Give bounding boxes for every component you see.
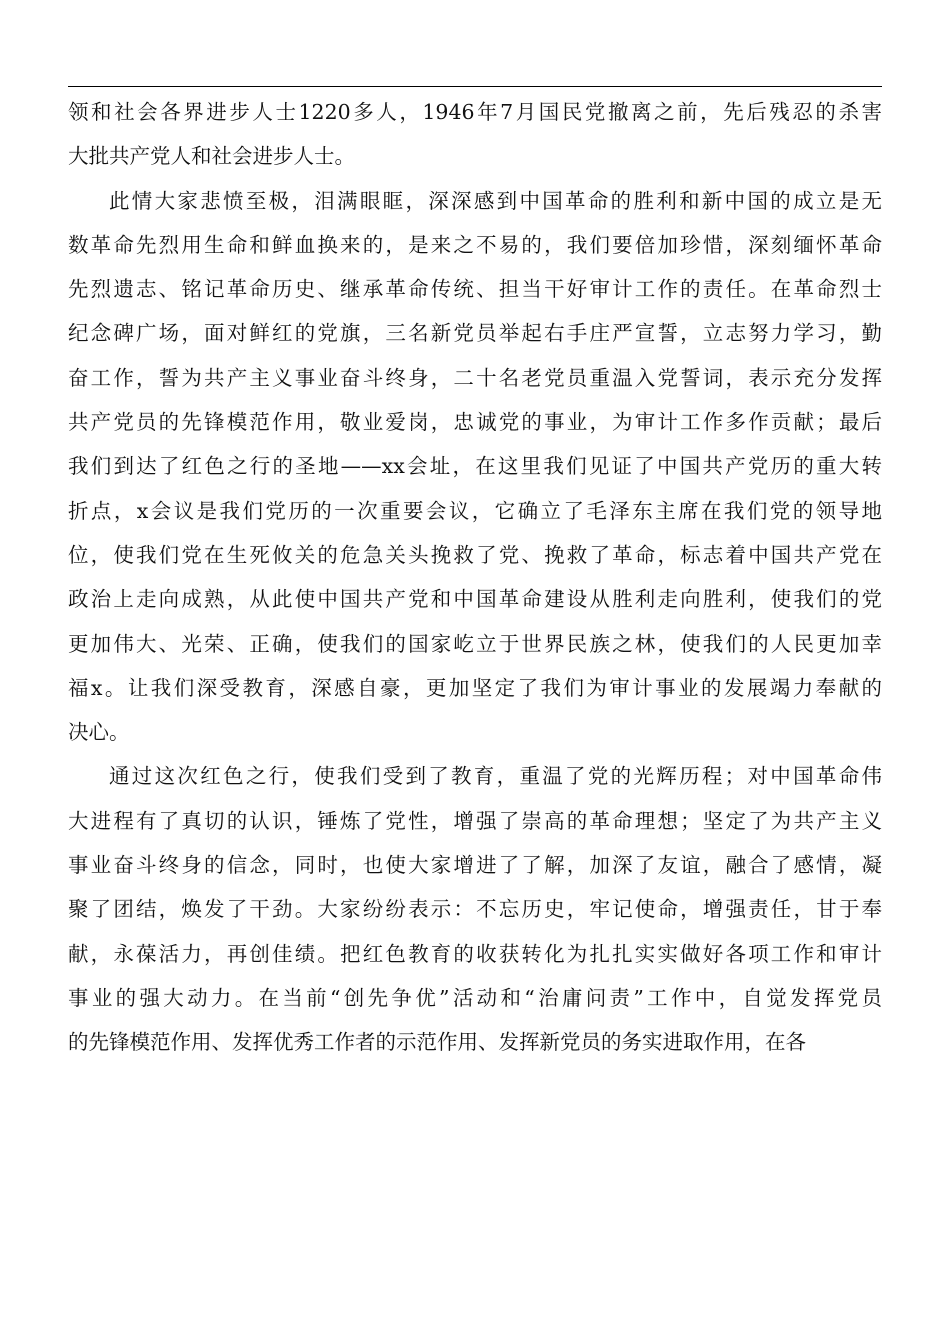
text-line: 政治上走向成熟，从此使中国共产党和中国革命建设从胜利走向胜利，使我们的党: [68, 587, 882, 612]
text-line: 的先锋模范作用、发挥优秀工作者的示范作用、发挥新党员的务实进取作用，在各: [68, 1030, 806, 1055]
text-line: 福x。让我们深受教育，深感自豪，更加坚定了我们为审计事业的发展竭力奉献的: [68, 675, 882, 700]
text-line: 大进程有了真切的认识，锤炼了党性，增强了崇高的革命理想；坚定了为共产主义: [68, 808, 882, 833]
text-line: 通过这次红色之行，使我们受到了教育，重温了党的光辉历程；对中国革命伟: [109, 764, 882, 789]
text-line: 共产党员的先锋模范作用，敬业爱岗，忠诚党的事业，为审计工作多作贡献；最后: [68, 410, 882, 435]
text-line: 数革命先烈用生命和鲜血换来的，是来之不易的，我们要倍加珍惜，深刻缅怀革命: [68, 232, 882, 257]
text-line: 先烈遗志、铭记革命历史、继承革命传统、担当干好审计工作的责任。在革命烈士: [68, 277, 882, 302]
text-line: 我们到达了红色之行的圣地——xx会址，在这里我们见证了中国共产党历的重大转: [68, 454, 882, 479]
text-line: 聚了团结，焕发了干劲。大家纷纷表示：不忘历史，牢记使命，增强责任，甘于奉: [68, 897, 882, 922]
text-line: 此情大家悲愤至极，泪满眼眶，深深感到中国革命的胜利和新中国的成立是无: [109, 188, 882, 213]
text-line: 更加伟大、光荣、正确，使我们的国家屹立于世界民族之林，使我们的人民更加幸: [68, 631, 882, 656]
text-line: 献，永葆活力，再创佳绩。把红色教育的收获转化为扎扎实实做好各项工作和审计: [68, 941, 882, 966]
text-line: 折点，x会议是我们党历的一次重要会议，它确立了毛泽东主席在我们党的领导地: [68, 498, 882, 523]
text-line: 纪念碑广场，面对鲜红的党旗，三名新党员举起右手庄严宣誓，立志努力学习，勤: [68, 321, 882, 346]
paragraph-3: [68, 754, 882, 1064]
text-line: 领和社会各界进步人士1220多人，1946年7月国民党撤离之前，先后残忍的杀害: [68, 100, 882, 124]
text-line: 奋工作，誓为共产主义事业奋斗终身，二十名老党员重温入党誓词，表示充分发挥: [68, 365, 882, 390]
paragraph-1: [68, 90, 882, 179]
text-line: 决心。: [68, 720, 130, 745]
text-line: 位，使我们党在生死攸关的危急关头挽救了党、挽救了革命，标志着中国共产党在: [68, 542, 882, 567]
header-rule: [68, 86, 882, 87]
text-line: 大批共产党人和社会进步人士。: [68, 144, 355, 169]
text-line: 事业的强大动力。在当前“创先争优”活动和“治庸问责”工作中，自觉发挥党员: [68, 985, 882, 1010]
document-body: [68, 90, 882, 1065]
text-line: 事业奋斗终身的信念，同时，也使大家增进了了解，加深了友谊，融合了感情，凝: [68, 853, 882, 878]
paragraph-2: [68, 179, 882, 755]
